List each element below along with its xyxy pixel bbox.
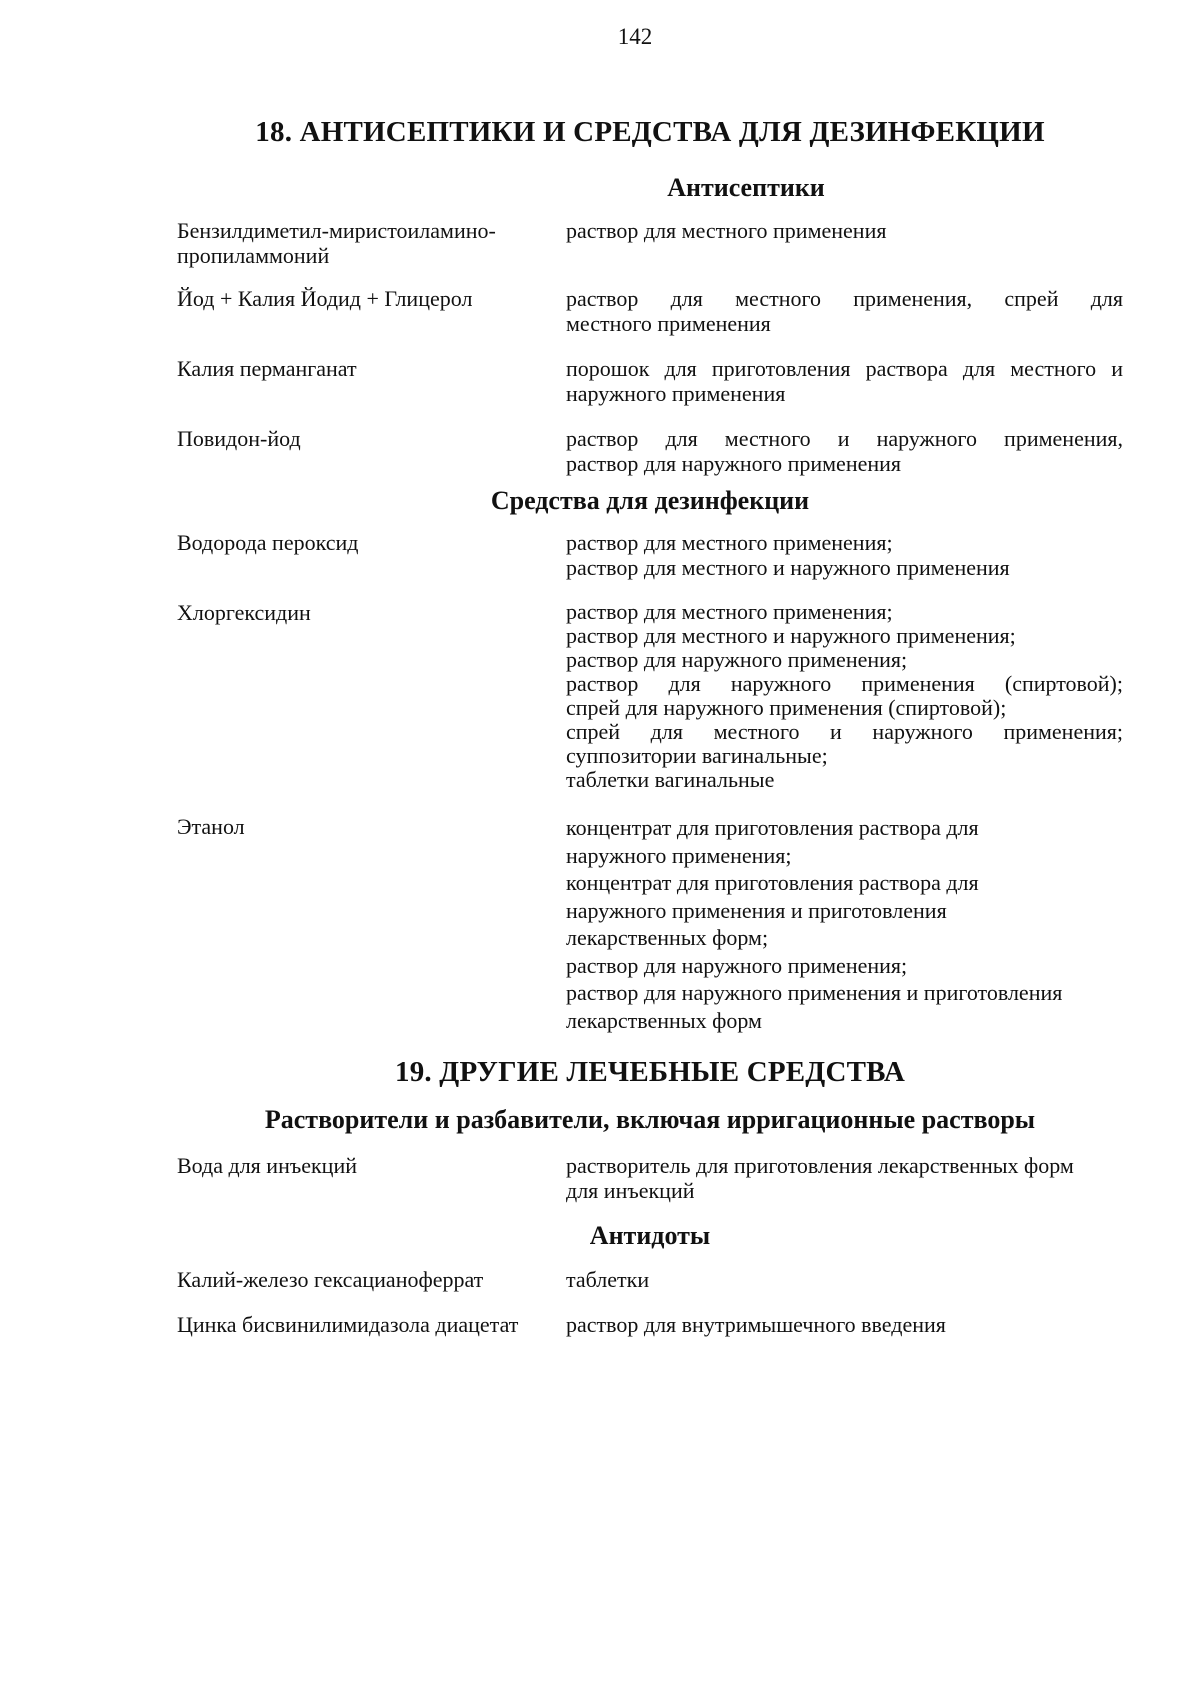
- page-content: [177, 116, 1123, 1337]
- drug-name-line: Вода для инъекций: [177, 1153, 357, 1178]
- drug-name: [177, 218, 566, 268]
- dosage-form-line: спрей для наружного применения (спиртовой);: [566, 695, 1007, 720]
- dosage-form-line: раствор для наружного применения: [566, 451, 902, 476]
- drug-name: [177, 530, 566, 580]
- drug-name: [177, 814, 566, 1034]
- drug-row: [177, 1153, 1123, 1203]
- dosage-form-line: спрей для местного и наружного применения;: [566, 719, 1123, 744]
- dosage-form-line: раствор для местного и наружного применения: [566, 555, 1010, 580]
- drug-row: [177, 1267, 1123, 1292]
- drug-name: [177, 426, 566, 476]
- drug-name-line: Повидон-йод: [177, 426, 301, 451]
- dosage-form-line: для инъекций: [566, 1178, 695, 1203]
- dosage-form-line: раствор для местного применения: [566, 218, 887, 243]
- dosage-form-line: таблетки: [566, 1267, 650, 1292]
- dosage-form-line: раствор для наружного применения и приготовления: [566, 980, 1063, 1005]
- dosage-form-line: концентрат для приготовления раствора для: [566, 815, 979, 840]
- dosage-form-line: раствор для местного и наружного применения;: [566, 623, 1016, 648]
- dosage-form: [566, 356, 1123, 406]
- dosage-form-line: раствор для наружного применения (спиртовой);: [566, 671, 1123, 696]
- section-18-title: 18. АНТИСЕПТИКИ И СРЕДСТВА ДЛЯ ДЕЗИНФЕКЦИИ: [255, 116, 1045, 148]
- dosage-form-line: раствор для местного применения, спрей для: [566, 286, 1123, 311]
- dosage-form: [566, 286, 1123, 336]
- dosage-form-line: раствор для местного и наружного применения,: [566, 426, 1123, 451]
- section-19-title: 19. ДРУГИЕ ЛЕЧЕБНЫЕ СРЕДСТВА: [395, 1056, 905, 1088]
- drug-name: [177, 1153, 566, 1203]
- drug-row: [177, 218, 1123, 268]
- dosage-form-line: раствор для наружного применения;: [566, 647, 908, 672]
- drug-name-line: Йод + Калия Йодид + Глицерол: [177, 286, 473, 311]
- dosage-form-line: раствор для местного применения;: [566, 599, 893, 624]
- drug-row: [177, 530, 1123, 580]
- dosage-form: [566, 1267, 1123, 1292]
- subsection-antiseptics-heading: Антисептики: [667, 173, 825, 202]
- drug-name-line: Бензилдиметил-миристоиламино-: [177, 218, 496, 243]
- dosage-form: [566, 600, 1123, 792]
- subsection-antidotes-heading: Антидоты: [589, 1221, 711, 1250]
- dosage-form-line: лекарственных форм: [566, 1007, 762, 1033]
- dosage-form: [566, 530, 1123, 580]
- dosage-form: [566, 426, 1123, 476]
- dosage-form-line: растворитель для приготовления лекарственных форм: [566, 1153, 1074, 1178]
- drug-name-line: Калий-железо гексацианоферрат: [177, 1267, 484, 1292]
- dosage-form: [566, 1312, 1123, 1337]
- subsection-solvents-heading: Растворители и разбавители, включая ирригационные растворы: [264, 1105, 1036, 1134]
- dosage-form-line: концентрат для приготовления раствора для: [566, 870, 979, 895]
- dosage-form-line: раствор для внутримышечного введения: [566, 1312, 946, 1337]
- drug-row: [177, 356, 1123, 406]
- dosage-form-line: раствор для наружного применения;: [566, 952, 908, 978]
- drug-row: [177, 286, 1123, 336]
- drug-name-line: Этанол: [177, 814, 245, 839]
- drug-row: [177, 426, 1123, 476]
- dosage-form-line: наружного применения: [566, 381, 786, 406]
- dosage-form-line: местного применения: [566, 311, 771, 336]
- drug-name-line: Хлоргексидин: [177, 600, 311, 625]
- dosage-form: [566, 1153, 1123, 1203]
- drug-name: [177, 1312, 566, 1337]
- dosage-form-line: лекарственных форм;: [566, 925, 769, 950]
- dosage-form-line: таблетки вагинальные: [566, 767, 775, 792]
- dosage-form-line: порошок для приготовления раствора для местного и: [566, 356, 1123, 381]
- drug-name-line: Водорода пероксид: [177, 530, 359, 555]
- drug-name: [177, 356, 566, 406]
- dosage-form-line: наружного применения;: [566, 842, 792, 868]
- drug-name-line: пропиламмоний: [177, 243, 330, 268]
- drug-name: [177, 1267, 566, 1292]
- page-number: 142: [617, 24, 653, 49]
- dosage-form-line: суппозитории вагинальные;: [566, 743, 828, 768]
- drug-row: [177, 1312, 1123, 1337]
- drug-name-line: Цинка бисвинилимидазола диацетат: [177, 1312, 519, 1337]
- drug-row: [177, 600, 1123, 792]
- dosage-form: [566, 814, 1123, 1034]
- drug-name-line: Калия перманганат: [177, 356, 357, 381]
- drug-name: [177, 286, 566, 336]
- dosage-form-line: наружного применения и приготовления: [566, 897, 947, 923]
- drug-name: [177, 600, 566, 792]
- subsection-disinfectants-heading: Средства для дезинфекции: [490, 486, 810, 515]
- drug-row: [177, 814, 1123, 1034]
- dosage-form-line: раствор для местного применения;: [566, 530, 893, 555]
- dosage-form: [566, 218, 1123, 268]
